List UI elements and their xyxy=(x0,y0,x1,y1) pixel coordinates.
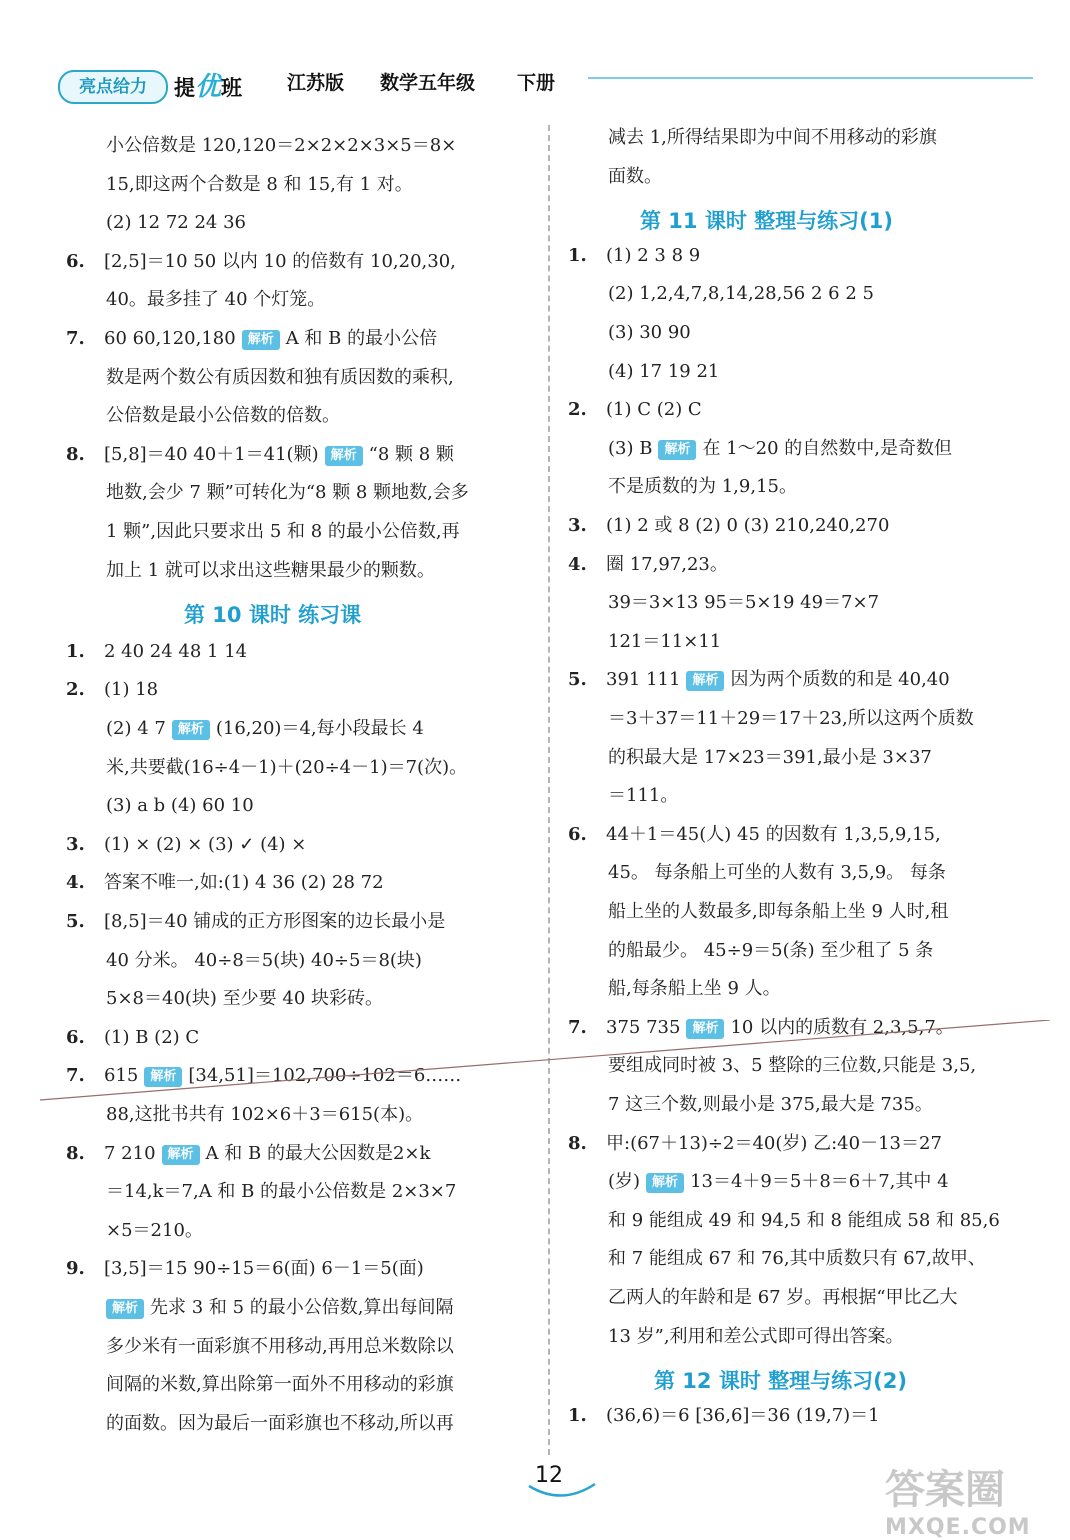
answer-line xyxy=(568,553,728,577)
answer-text: 圈 17,97,23。 xyxy=(606,553,728,575)
question-number: 8. xyxy=(568,1132,587,1154)
answer-line xyxy=(568,1404,880,1428)
answer-line: 地数,会少 7 颗”可转化为“8 颗 8 颗地数,会多 xyxy=(106,482,469,504)
question-number: 3. xyxy=(66,833,85,855)
answer-line: 7 这三个数,则最小是 375,最大是 735。 xyxy=(608,1094,933,1115)
answer-line xyxy=(66,1142,430,1166)
analysis-text: 13＝4＋9＝5＋8＝6＋7,其中 4 xyxy=(690,1171,949,1193)
answer-text: 615 xyxy=(104,1065,139,1087)
question-number: 7. xyxy=(66,1065,85,1087)
question-number: 4. xyxy=(568,553,587,575)
answer-line: 的面数。因为最后一面彩旗也不移动,所以再 xyxy=(106,1412,454,1434)
series-badge: 亮点给力 xyxy=(58,70,168,104)
answer-line: 数是两个数公有质因数和独有质因数的乘积, xyxy=(106,366,454,388)
answer-text: 先求 3 和 5 的最小公倍数,算出每间隔 xyxy=(150,1297,454,1318)
analysis-tag: 解析 xyxy=(658,440,696,460)
volume-label: 下册 xyxy=(517,72,556,94)
answer-line: ×5＝210。 xyxy=(106,1219,203,1241)
answer-text: (3) B xyxy=(608,437,653,459)
answer-line: 15,即这两个合数是 8 和 15,有 1 对。 xyxy=(106,173,413,195)
analysis-text: 因为两个质数的和是 40,40 xyxy=(730,669,950,691)
answer-line: 面数。 xyxy=(608,165,662,187)
question-number: 6. xyxy=(66,250,85,272)
question-number: 6. xyxy=(568,823,587,845)
question-number: 1. xyxy=(568,1404,587,1426)
question-number: 5. xyxy=(568,669,587,691)
answer-line xyxy=(568,1132,942,1156)
answer-line xyxy=(66,1296,454,1320)
answer-text: 375 735 xyxy=(606,1016,681,1038)
answer-line: ＝111。 xyxy=(608,785,679,807)
answer-line: 39＝3×13 95＝5×19 49＝7×7 xyxy=(608,592,880,614)
answer-text: [3,5]＝15 90÷15＝6(面) 6－1＝5(面) xyxy=(104,1258,424,1280)
question-number: 5. xyxy=(66,911,85,932)
answer-line xyxy=(66,327,437,351)
analysis-text: “8 颗 8 颗 xyxy=(368,443,454,465)
question-number: 8. xyxy=(66,443,85,465)
subject-label: 数学五年级 xyxy=(380,72,476,94)
page-number: 12 xyxy=(535,1463,563,1488)
analysis-tag: 解析 xyxy=(172,720,210,740)
analysis-tag: 解析 xyxy=(686,1019,724,1039)
answer-text: [8,5]＝40 铺成的正方形图案的边长最小是 xyxy=(104,911,446,932)
section-title: 第 10 课时 练习课 xyxy=(184,603,362,628)
answer-text: 甲:(67＋13)÷2＝40(岁) 乙:40－13＝27 xyxy=(606,1132,942,1154)
brand-you: 优 xyxy=(195,72,222,102)
answer-line xyxy=(66,871,384,895)
question-number: 8. xyxy=(66,1142,85,1164)
analysis-tag: 解析 xyxy=(242,330,280,350)
answer-line xyxy=(568,437,952,461)
answer-line xyxy=(568,282,874,306)
edition-label: 江苏版 xyxy=(287,72,345,94)
analysis-tag: 解析 xyxy=(144,1067,182,1087)
answer-text: (1) B (2) C xyxy=(104,1026,200,1048)
answer-line: 45。 每条船上可坐的人数有 3,5,9。 每条 xyxy=(608,862,946,884)
answer-line: 40。最多挂了 40 个灯笼。 xyxy=(106,289,326,311)
answer-text: (36,6)＝6 [36,6]＝36 (19,7)＝1 xyxy=(606,1404,880,1426)
answer-text: (1) C (2) C xyxy=(606,399,702,421)
answer-text: (1) 2 或 8 (2) 0 (3) 210,240,270 xyxy=(606,515,890,536)
answer-line: (2) 12 72 24 36 xyxy=(106,212,247,234)
answer-line: 小公倍数是 120,120＝2×2×2×3×5＝8× xyxy=(106,135,457,156)
answer-line: 5×8＝40(块) 至少要 40 块彩砖。 xyxy=(106,988,384,1010)
answer-line xyxy=(568,244,700,268)
analysis-tag: 解析 xyxy=(686,671,724,691)
answer-line xyxy=(66,443,454,467)
answer-line: 和 7 能组成 67 和 76,其中质数只有 67,故甲、 xyxy=(608,1248,986,1270)
stray-pen-mark xyxy=(40,1020,1060,1110)
question-number: 3. xyxy=(568,515,587,536)
analysis-tag: 解析 xyxy=(162,1145,200,1165)
answer-line xyxy=(568,514,889,538)
answer-line xyxy=(66,833,306,857)
answer-line xyxy=(66,250,456,274)
watermark xyxy=(885,1458,1031,1540)
answer-text: (岁) xyxy=(608,1171,641,1193)
answer-text: (4) 17 19 21 xyxy=(608,360,720,382)
answer-line: ＝14,k＝7,A 和 B 的最小公倍数是 2×3×7 xyxy=(106,1181,457,1203)
answer-line xyxy=(66,1257,424,1281)
section-title: 第 11 课时 整理与练习(1) xyxy=(640,209,893,234)
analysis-tag: 解析 xyxy=(646,1173,684,1193)
answer-text: (1) 18 xyxy=(104,679,159,701)
answer-line xyxy=(66,640,247,664)
answer-line: 多少米有一面彩旗不用移动,再用总米数除以 xyxy=(106,1335,454,1357)
answer-line xyxy=(568,823,941,847)
answer-line: 不是质数的为 1,9,15。 xyxy=(608,476,797,498)
answer-line: 加上 1 就可以求出这些糖果最少的颗数。 xyxy=(106,559,435,581)
answer-line xyxy=(66,717,424,741)
answer-line: 1 颗”,因此只要求出 5 和 8 的最小公倍数,再 xyxy=(106,521,460,542)
watermark-url: MXQE.COM xyxy=(885,1515,1031,1540)
answer-line: 的船最少。 45÷9＝5(条) 至少租了 5 条 xyxy=(608,939,934,961)
answer-text: (2) 1,2,4,7,8,14,28,56 2 6 2 5 xyxy=(608,283,874,305)
page-header xyxy=(0,0,1070,110)
answer-line xyxy=(568,321,691,345)
answer-text: (1) × (2) × (3) ✓ (4) × xyxy=(104,833,307,855)
brand-suffix: 班 xyxy=(221,76,243,100)
question-number: 2. xyxy=(66,679,85,701)
analysis-text: [34,51]＝102,700÷102＝6…… xyxy=(188,1065,462,1087)
answer-line: 间隔的米数,算出除第一面外不用移动的彩旗 xyxy=(106,1374,454,1396)
answer-line: 13 岁”,利用和差公式即可得出答案。 xyxy=(608,1325,904,1347)
answer-text: (3) a b (4) 60 10 xyxy=(106,795,254,817)
question-number: 9. xyxy=(66,1258,85,1280)
answer-line: 船上坐的人数最多,即每条船上坐 9 人时,租 xyxy=(608,901,949,922)
answer-line: 船,每条船上坐 9 人。 xyxy=(608,978,781,1000)
question-number: 6. xyxy=(66,1026,85,1048)
question-number: 1. xyxy=(66,640,85,662)
answer-line: 和 9 能组成 49 和 94,5 和 8 能组成 58 和 85,6 xyxy=(608,1209,1000,1231)
answer-line: 要组成同时被 3、5 整除的三位数,只能是 3,5, xyxy=(608,1055,977,1077)
question-number: 2. xyxy=(568,399,587,421)
brand-prefix: 提 xyxy=(174,76,195,100)
header-rule xyxy=(588,77,1033,79)
watermark-logo: 答案圈 xyxy=(885,1467,1005,1513)
answer-text: (2) 4 7 xyxy=(106,718,166,739)
analysis-tag: 解析 xyxy=(106,1299,144,1319)
brand-title xyxy=(174,66,242,103)
answer-text: 答案不唯一,如:(1) 4 36 (2) 28 72 xyxy=(104,872,384,894)
answer-line xyxy=(66,910,445,934)
answer-line: ＝3＋37＝11＋29＝17＋23,所以这两个质数 xyxy=(608,708,974,729)
answer-line: 乙两人的年龄和是 67 岁。再根据“甲比乙大 xyxy=(608,1287,958,1308)
answer-line xyxy=(568,398,702,422)
answer-line: 的积最大是 17×23＝391,最小是 3×37 xyxy=(608,746,932,768)
analysis-text: A 和 B 的最大公因数是2×k xyxy=(205,1142,431,1164)
answer-line: 121＝11×11 xyxy=(608,630,722,652)
section-title: 第 12 课时 整理与练习(2) xyxy=(654,1369,907,1394)
answer-line: 米,共要截(16÷4－1)＋(20÷4－1)＝7(次)。 xyxy=(106,756,468,778)
page-number-swoosh-icon xyxy=(527,1480,597,1502)
answer-text: 44＋1＝45(人) 45 的因数有 1,3,5,9,15, xyxy=(606,823,941,845)
answer-line: 88,这批书共有 102×6＋3＝615(本)。 xyxy=(106,1104,424,1125)
analysis-text: 10 以内的质数有 2,3,5,7。 xyxy=(730,1016,954,1038)
answer-text: 391 111 xyxy=(606,669,681,691)
question-number: 1. xyxy=(568,244,587,266)
answer-text: 60 60,120,180 xyxy=(104,328,236,349)
answer-text: (3) 30 90 xyxy=(608,322,691,343)
answer-line xyxy=(568,360,719,384)
answer-text: 7 210 xyxy=(104,1142,156,1164)
answer-text: [5,8]＝40 40＋1＝41(颗) xyxy=(104,443,319,465)
question-number: 7. xyxy=(66,328,85,349)
analysis-tag: 解析 xyxy=(325,446,363,466)
answer-line xyxy=(568,668,950,692)
analysis-text: 在 1～20 的自然数中,是奇数但 xyxy=(702,437,952,459)
answer-line xyxy=(66,794,254,818)
answer-line: 减去 1,所得结果即为中间不用移动的彩旗 xyxy=(608,127,937,148)
column-divider xyxy=(548,125,550,1455)
question-number: 4. xyxy=(66,872,85,894)
answer-text: 2 40 24 48 1 14 xyxy=(104,640,248,662)
question-number: 7. xyxy=(568,1016,587,1038)
answer-line: 40 分米。 40÷8＝5(块) 40÷5＝8(块) xyxy=(106,949,422,971)
answer-line xyxy=(568,1170,949,1194)
answer-text: [2,5]＝10 50 以内 10 的倍数有 10,20,30, xyxy=(104,250,456,272)
answer-line: 公倍数是最小公倍数的倍数。 xyxy=(106,405,340,427)
analysis-text: (16,20)＝4,每小段最长 4 xyxy=(215,718,424,739)
analysis-text: A 和 B 的最小公倍 xyxy=(285,328,438,349)
answer-line xyxy=(66,678,158,702)
answer-text: (1) 2 3 8 9 xyxy=(606,244,701,266)
